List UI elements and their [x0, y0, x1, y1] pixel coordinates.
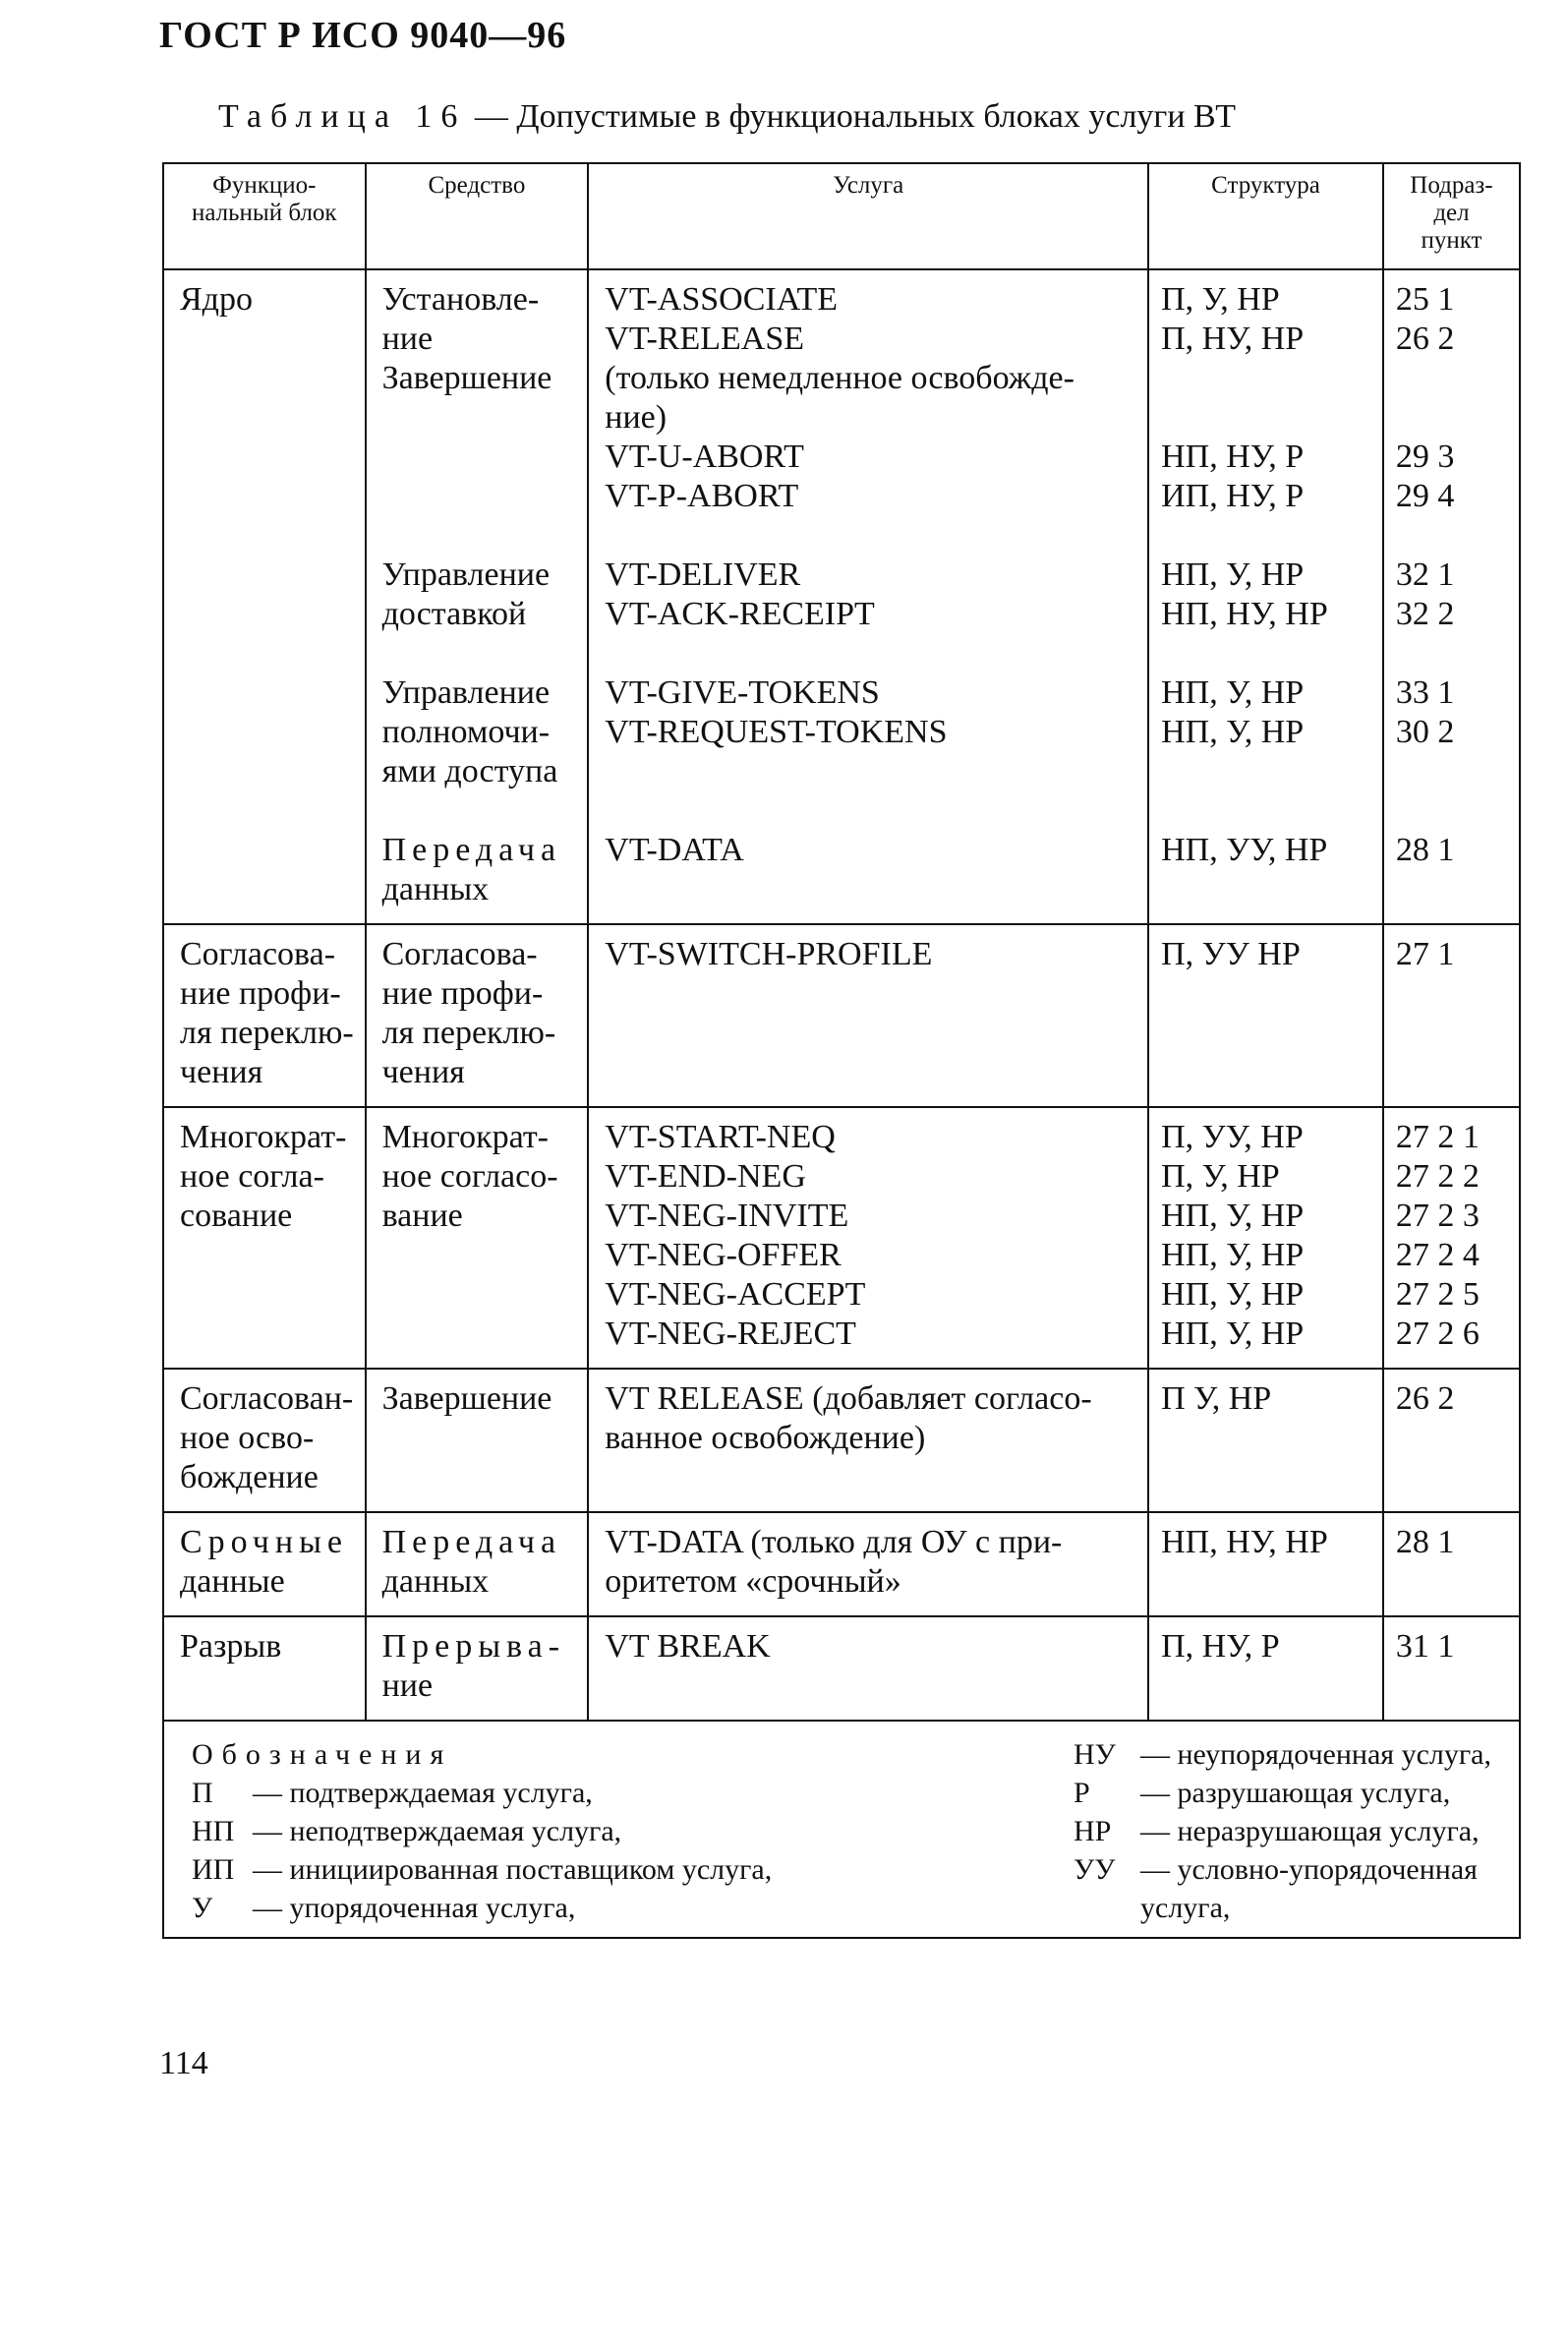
group-gap	[1396, 791, 1507, 831]
table-caption-label: Таблица 16	[218, 98, 467, 135]
cell-line: НП, У, НР	[1161, 1237, 1305, 1273]
legend-text: — неупорядоченная услуга,	[1140, 1738, 1491, 1771]
group-gap	[1396, 516, 1507, 556]
cell-line: 30 2	[1395, 714, 1455, 750]
functional-block-cell	[163, 1107, 366, 1369]
cell-line: сование	[180, 1198, 293, 1234]
cell-line	[1396, 398, 1507, 438]
table-row	[163, 1369, 1520, 1512]
cell-line	[1161, 752, 1370, 791]
cell-line: VT-REQUEST-TOKENS	[605, 714, 948, 750]
cell-line: Согласован-	[180, 1380, 354, 1417]
cell-line: VT-GIVE-TOKENS	[605, 674, 880, 711]
cell-line: VT-ACK-RECEIPT	[605, 596, 875, 632]
legend-text: — неразрушающая услуга,	[1140, 1815, 1480, 1847]
header-line: Структура	[1211, 172, 1320, 199]
cell-line: 27 2 2	[1395, 1158, 1480, 1195]
cell-line: VT-SWITCH-PROFILE	[605, 936, 933, 972]
legend-item	[1074, 1735, 1491, 1774]
legend-item	[192, 1774, 772, 1812]
clause-cell	[1383, 1369, 1520, 1512]
cell-line: ние профи-	[381, 975, 544, 1012]
cell-line	[382, 1315, 576, 1354]
cell-line: 32 2	[1395, 596, 1455, 632]
cell-line: НП, НУ, НР	[1161, 1524, 1328, 1560]
cell-line: 32 1	[1395, 556, 1455, 593]
cell-line: Согласова-	[381, 936, 538, 972]
cell-line	[1161, 870, 1370, 909]
group-gap	[1161, 791, 1370, 831]
cell-line: Многократ-	[381, 1119, 549, 1155]
means-cell	[366, 1107, 589, 1369]
group-gap	[382, 634, 576, 673]
table-row	[163, 924, 1520, 1107]
cell-line: 27 2 4	[1395, 1237, 1480, 1273]
legend-right-column	[1074, 1735, 1491, 1927]
cell-line: 33 1	[1395, 674, 1455, 711]
page-number: 114	[159, 2045, 208, 2081]
cell-line	[605, 1667, 1135, 1706]
legend-text: — упорядоченная услуга,	[253, 1892, 576, 1924]
cell-line: Управление	[381, 674, 551, 711]
group-gap	[1396, 634, 1507, 673]
cell-line	[1396, 870, 1507, 909]
cell-line: VT-END-NEG	[605, 1158, 806, 1195]
structure-cell	[1148, 1616, 1383, 1721]
cell-line: Установле-	[381, 281, 540, 318]
cell-line: НП, У, НР	[1161, 1276, 1305, 1313]
cell-line: НП, НУ, НР	[1161, 596, 1328, 632]
cell-line	[382, 398, 576, 438]
service-cell	[588, 1512, 1148, 1616]
legend-abbr: НП	[192, 1815, 235, 1847]
service-cell	[588, 1369, 1148, 1512]
means-cell	[366, 1369, 589, 1512]
cell-line: 29 4	[1395, 478, 1455, 514]
cell-line: чения	[381, 1054, 465, 1090]
header-structure	[1148, 163, 1383, 269]
cell-line: VT-NEG-INVITE	[605, 1198, 849, 1234]
legend-title: Обозначения	[192, 1738, 453, 1771]
cell-line	[1161, 359, 1370, 398]
cell-line: VT-DATA (только для ОУ с при-	[605, 1524, 1063, 1560]
means-cell	[366, 269, 589, 924]
header-means	[366, 163, 589, 269]
cell-line	[605, 752, 1135, 791]
cell-line	[1161, 1014, 1370, 1053]
cell-line: НП, У, НР	[1161, 714, 1305, 750]
cell-line: Многократ-	[180, 1119, 347, 1155]
legend-abbr	[1074, 1889, 1140, 1927]
legend-abbr: П	[192, 1777, 213, 1809]
cell-line: VT-START-NEQ	[605, 1119, 836, 1155]
cell-line: VT-NEG-ACCEPT	[605, 1276, 866, 1313]
cell-line: полномочи-	[381, 714, 551, 750]
cell-line: Завершение	[381, 1380, 552, 1417]
cell-line	[1396, 1014, 1507, 1053]
functional-block-cell	[163, 1616, 366, 1721]
means-cell	[366, 1616, 589, 1721]
cell-line: Управление	[381, 556, 551, 593]
functional-block-cell	[163, 1369, 366, 1512]
cell-line: данных	[381, 1563, 490, 1600]
means-cell	[366, 924, 589, 1107]
cell-line: П, У, НР	[1161, 281, 1280, 318]
structure-cell	[1148, 924, 1383, 1107]
cell-line	[1161, 1562, 1370, 1602]
legend-item	[1074, 1812, 1491, 1850]
group-gap	[382, 516, 576, 556]
table-caption-text: — Допустимые в функциональных блоках услуги ВТ	[466, 98, 1237, 135]
cell-line: 25 1	[1395, 281, 1455, 318]
legend-abbr: Р	[1074, 1777, 1090, 1809]
cell-line: VT-P-ABORT	[605, 478, 799, 514]
legend-item	[192, 1889, 772, 1927]
group-gap	[605, 791, 1135, 831]
clause-cell	[1383, 1616, 1520, 1721]
cell-line: 27 1	[1395, 936, 1455, 972]
table-row	[163, 1107, 1520, 1369]
means-cell	[366, 1512, 589, 1616]
cell-line: ное согласо-	[381, 1158, 558, 1195]
cell-line: чения	[180, 1054, 263, 1090]
legend-cell	[163, 1721, 1520, 1938]
header-line: пункт	[1421, 227, 1482, 254]
table-row	[163, 1616, 1520, 1721]
group-gap	[1161, 516, 1370, 556]
cell-line: 26 2	[1395, 321, 1455, 357]
group-gap	[605, 634, 1135, 673]
cell-line: Ядро	[180, 281, 253, 318]
table-header-row	[163, 163, 1520, 269]
legend-text: — подтверждаемая услуга,	[253, 1777, 593, 1809]
cell-line	[382, 1419, 576, 1458]
cell-line	[1161, 974, 1370, 1014]
service-cell	[588, 269, 1148, 924]
clause-cell	[1383, 924, 1520, 1107]
legend-text: услуга,	[1140, 1892, 1231, 1924]
cell-line: НП, УУ, НР	[1161, 832, 1328, 868]
functional-block-cell	[163, 924, 366, 1107]
cell-line	[1161, 1419, 1370, 1458]
header-line: дел	[1433, 200, 1470, 226]
cell-line	[382, 438, 576, 477]
cell-line	[382, 1275, 576, 1315]
cell-line: П, НУ, НР	[1161, 321, 1305, 357]
cell-line	[1161, 1053, 1370, 1092]
service-cell	[588, 1616, 1148, 1721]
service-cell	[588, 1107, 1148, 1369]
cell-line: Согласова-	[180, 936, 336, 972]
cell-line	[605, 1053, 1135, 1092]
cell-line: VT-NEG-REJECT	[605, 1316, 856, 1352]
cell-line	[1396, 1667, 1507, 1706]
cell-line	[1396, 1419, 1507, 1458]
legend-left-column	[192, 1735, 772, 1927]
cell-line: Передача	[381, 1524, 562, 1560]
header-functional-block	[163, 163, 366, 269]
legend-item	[192, 1812, 772, 1850]
cell-line: Разрыв	[180, 1628, 282, 1665]
cell-line: П, НУ, Р	[1161, 1628, 1280, 1665]
cell-line	[1396, 1562, 1507, 1602]
table-row	[163, 1512, 1520, 1616]
cell-line: ние	[381, 321, 434, 357]
cell-line: НП, НУ, Р	[1161, 439, 1305, 475]
cell-line	[1396, 752, 1507, 791]
legend-row	[163, 1721, 1520, 1938]
cell-line	[605, 974, 1135, 1014]
cell-line: 28 1	[1395, 1524, 1455, 1560]
cell-line: 27 2 1	[1395, 1119, 1480, 1155]
cell-line	[1161, 1667, 1370, 1706]
cell-line: доставкой	[381, 596, 527, 632]
cell-line: ля переклю-	[381, 1015, 556, 1051]
legend-text: — инициированная поставщиком услуга,	[253, 1853, 773, 1886]
cell-line	[605, 870, 1135, 909]
cell-line: Срочные	[180, 1524, 349, 1560]
cell-line: 29 3	[1395, 439, 1455, 475]
cell-line: VT-ASSOCIATE	[605, 281, 839, 318]
group-gap	[1161, 634, 1370, 673]
cell-line	[1161, 398, 1370, 438]
cell-line: ние профи-	[180, 975, 341, 1012]
cell-line: П, У, НР	[1161, 1158, 1280, 1195]
cell-line: VT-RELEASE	[605, 321, 805, 357]
cell-line: вание	[381, 1198, 463, 1234]
cell-line: VT-DATA	[605, 832, 744, 868]
cell-line: ное согла-	[180, 1158, 324, 1195]
structure-cell	[1148, 1107, 1383, 1369]
cell-line: ИП, НУ, Р	[1161, 478, 1305, 514]
structure-cell	[1148, 269, 1383, 924]
legend-item	[192, 1850, 772, 1889]
cell-line: VT RELEASE (добавляет согласо-	[605, 1380, 1092, 1417]
cell-line	[1396, 974, 1507, 1014]
cell-line	[605, 1014, 1135, 1053]
cell-line	[382, 1236, 576, 1275]
functional-block-cell	[163, 1512, 366, 1616]
cell-line: П У, НР	[1161, 1380, 1272, 1417]
functional-block-cell	[163, 269, 366, 924]
group-gap	[605, 516, 1135, 556]
header-line: Подраз-	[1410, 172, 1493, 199]
cell-line: VT BREAK	[605, 1628, 771, 1665]
legend-abbr: У	[192, 1892, 213, 1924]
header-line: Средство	[428, 172, 526, 199]
cell-line: данных	[381, 871, 490, 907]
table-row	[163, 269, 1520, 924]
clause-cell	[1383, 1107, 1520, 1369]
header-line: Функцио-	[212, 172, 317, 199]
header-service	[588, 163, 1148, 269]
legend-abbr: ИП	[192, 1853, 235, 1886]
cell-line: ля переклю-	[180, 1015, 354, 1051]
cell-line: ние	[381, 1667, 434, 1704]
header-line: нальный блок	[191, 200, 337, 226]
legend-abbr: УУ	[1074, 1853, 1116, 1886]
services-table	[162, 162, 1521, 1939]
cell-line: ное осво-	[180, 1420, 315, 1456]
structure-cell	[1148, 1369, 1383, 1512]
cell-line: 27 2 6	[1395, 1316, 1480, 1352]
legend-text: — неподтверждаемая услуга,	[253, 1815, 622, 1847]
cell-line: Прерыва-	[381, 1628, 566, 1665]
cell-line	[1396, 1053, 1507, 1092]
header-line: Услуга	[833, 172, 904, 199]
document-header: ГОСТ Р ИСО 9040—96	[159, 15, 567, 56]
cell-line: 28 1	[1395, 832, 1455, 868]
table-caption	[218, 98, 1236, 136]
cell-line: оритетом «срочный»	[605, 1563, 901, 1600]
legend-abbr: НУ	[1074, 1738, 1116, 1771]
cell-line: П, УУ НР	[1161, 936, 1301, 972]
cell-line: ями доступа	[381, 753, 558, 789]
structure-cell	[1148, 1512, 1383, 1616]
legend-item	[1074, 1889, 1491, 1927]
cell-line: НП, У, НР	[1161, 674, 1305, 711]
cell-line: VT-U-ABORT	[605, 439, 804, 475]
table-body	[163, 269, 1520, 1721]
clause-cell	[1383, 269, 1520, 924]
service-cell	[588, 924, 1148, 1107]
cell-line: VT-DELIVER	[605, 556, 801, 593]
legend-abbr: НР	[1074, 1815, 1112, 1847]
group-gap	[382, 791, 576, 831]
header-clause	[1383, 163, 1520, 269]
cell-line: НП, У, НР	[1161, 556, 1305, 593]
cell-line: НП, У, НР	[1161, 1316, 1305, 1352]
cell-line: 31 1	[1395, 1628, 1455, 1665]
cell-line: НП, У, НР	[1161, 1198, 1305, 1234]
legend-item	[1074, 1774, 1491, 1812]
legend-text: — разрушающая услуга,	[1140, 1777, 1451, 1809]
cell-line: П, УУ, НР	[1161, 1119, 1304, 1155]
clause-cell	[1383, 1512, 1520, 1616]
cell-line: 26 2	[1395, 1380, 1455, 1417]
cell-line: Завершение	[381, 360, 552, 396]
cell-line: данные	[180, 1563, 285, 1600]
cell-line	[1396, 359, 1507, 398]
legend-text: — условно-упорядоченная	[1140, 1853, 1478, 1886]
cell-line: Передача	[381, 832, 562, 868]
cell-line: ванное освобождение)	[605, 1420, 926, 1456]
cell-line: бождение	[180, 1459, 319, 1495]
cell-line: VT-NEG-OFFER	[605, 1237, 842, 1273]
cell-line: ние)	[605, 399, 668, 436]
cell-line: 27 2 3	[1395, 1198, 1480, 1234]
legend-item	[1074, 1850, 1491, 1889]
cell-line: 27 2 5	[1395, 1276, 1480, 1313]
cell-line: (только немедленное освобожде-	[605, 360, 1074, 396]
cell-line	[382, 477, 576, 516]
